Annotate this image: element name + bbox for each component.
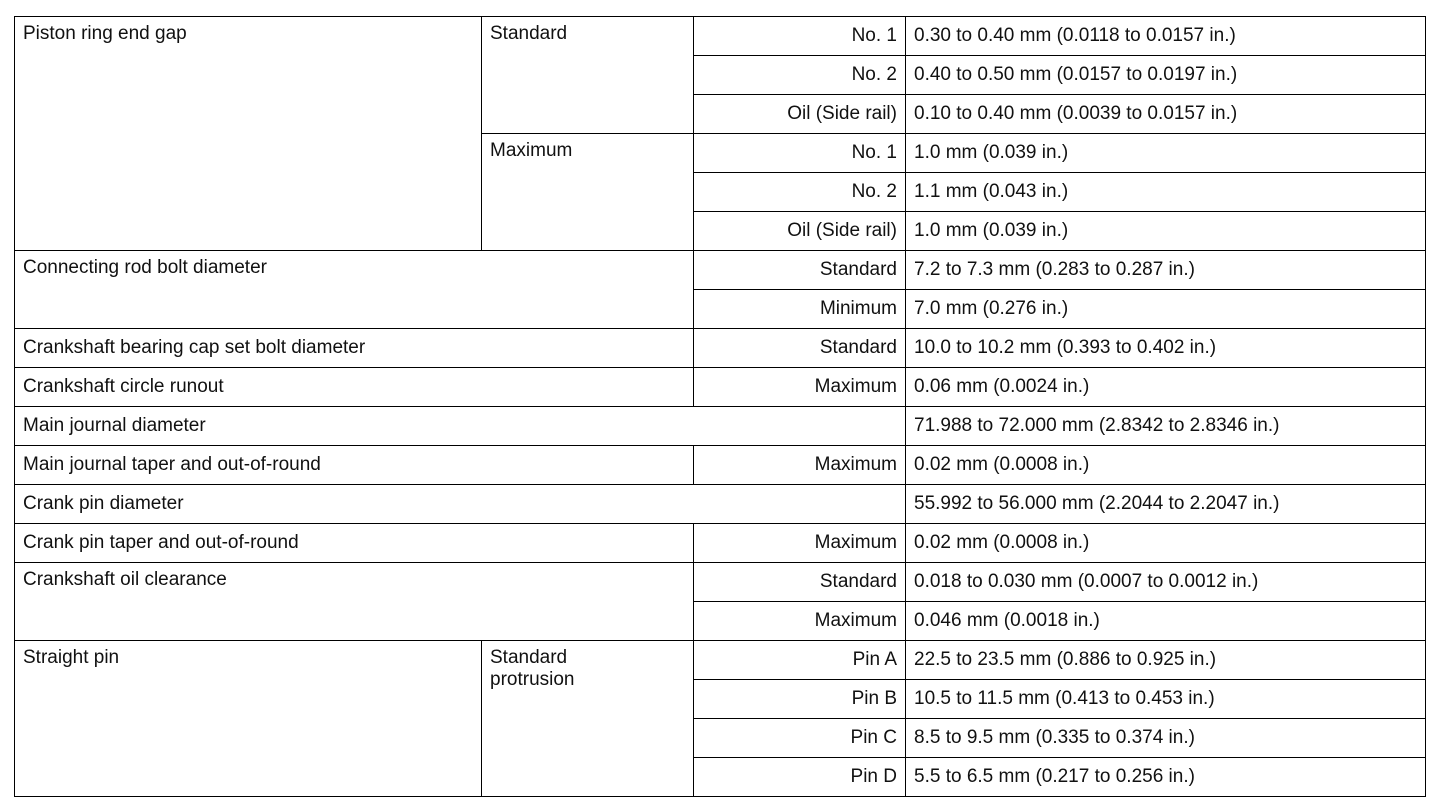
- spec-value: 10.0 to 10.2 mm (0.393 to 0.402 in.): [906, 329, 1426, 368]
- spec-value: 1.1 mm (0.043 in.): [906, 173, 1426, 212]
- sub-label: No. 1: [694, 17, 906, 56]
- item-label: Main journal taper and out-of-round: [15, 446, 694, 485]
- table-row: [15, 563, 1426, 602]
- group-label: Maximum: [482, 134, 694, 251]
- spec-value: 0.30 to 0.40 mm (0.0118 to 0.0157 in.): [906, 17, 1426, 56]
- group-label-line: protrusion: [490, 669, 575, 690]
- spec-value: 0.018 to 0.030 mm (0.0007 to 0.0012 in.): [906, 563, 1426, 602]
- sub-label: No. 2: [694, 173, 906, 212]
- spec-value: 1.0 mm (0.039 in.): [906, 134, 1426, 173]
- table-row: [15, 524, 1426, 563]
- group-label: Standard: [482, 17, 694, 134]
- spec-value: 8.5 to 9.5 mm (0.335 to 0.374 in.): [906, 719, 1426, 758]
- item-label: Crank pin diameter: [15, 485, 906, 524]
- spec-value: 1.0 mm (0.039 in.): [906, 212, 1426, 251]
- sub-label: Minimum: [694, 290, 906, 329]
- table-row: [15, 407, 1426, 446]
- item-label: Crankshaft circle runout: [15, 368, 694, 407]
- group-label: [482, 641, 694, 797]
- table-row: [15, 251, 1426, 290]
- table-row: [15, 485, 1426, 524]
- table-row: [15, 368, 1426, 407]
- item-label: Crank pin taper and out-of-round: [15, 524, 694, 563]
- spec-value: 0.02 mm (0.0008 in.): [906, 524, 1426, 563]
- table-row: [15, 446, 1426, 485]
- spec-value: 0.02 mm (0.0008 in.): [906, 446, 1426, 485]
- item-label: Crankshaft bearing cap set bolt diameter: [15, 329, 694, 368]
- sub-label: Maximum: [694, 602, 906, 641]
- sub-label: Maximum: [694, 446, 906, 485]
- spec-value: 5.5 to 6.5 mm (0.217 to 0.256 in.): [906, 758, 1426, 797]
- table-row: [15, 641, 1426, 680]
- spec-value: 71.988 to 72.000 mm (2.8342 to 2.8346 in.): [906, 407, 1426, 446]
- spec-value: 22.5 to 23.5 mm (0.886 to 0.925 in.): [906, 641, 1426, 680]
- spec-value: 10.5 to 11.5 mm (0.413 to 0.453 in.): [906, 680, 1426, 719]
- sub-label: Standard: [694, 329, 906, 368]
- sub-label: Oil (Side rail): [694, 212, 906, 251]
- sub-label: Pin D: [694, 758, 906, 797]
- item-label: Straight pin: [15, 641, 482, 797]
- sub-label: No. 2: [694, 56, 906, 95]
- item-label: Crankshaft oil clearance: [15, 563, 694, 641]
- spec-value: 7.0 mm (0.276 in.): [906, 290, 1426, 329]
- sub-label: Pin C: [694, 719, 906, 758]
- item-label: Piston ring end gap: [15, 17, 482, 251]
- sub-label: Pin A: [694, 641, 906, 680]
- sub-label: No. 1: [694, 134, 906, 173]
- sub-label: Standard: [694, 251, 906, 290]
- sub-label: Oil (Side rail): [694, 95, 906, 134]
- table-row: [15, 329, 1426, 368]
- sub-label: Maximum: [694, 524, 906, 563]
- specification-table: [14, 16, 1426, 797]
- spec-value: 55.992 to 56.000 mm (2.2044 to 2.2047 in.): [906, 485, 1426, 524]
- sub-label: Pin B: [694, 680, 906, 719]
- item-label: Connecting rod bolt diameter: [15, 251, 694, 329]
- sub-label: Maximum: [694, 368, 906, 407]
- spec-value: 0.10 to 0.40 mm (0.0039 to 0.0157 in.): [906, 95, 1426, 134]
- sub-label: Standard: [694, 563, 906, 602]
- spec-value: 7.2 to 7.3 mm (0.283 to 0.287 in.): [906, 251, 1426, 290]
- spec-value: 0.046 mm (0.0018 in.): [906, 602, 1426, 641]
- group-label-line: Standard: [490, 647, 568, 668]
- item-label: Main journal diameter: [15, 407, 906, 446]
- spec-value: 0.06 mm (0.0024 in.): [906, 368, 1426, 407]
- spec-value: 0.40 to 0.50 mm (0.0157 to 0.0197 in.): [906, 56, 1426, 95]
- table-row: [15, 17, 1426, 56]
